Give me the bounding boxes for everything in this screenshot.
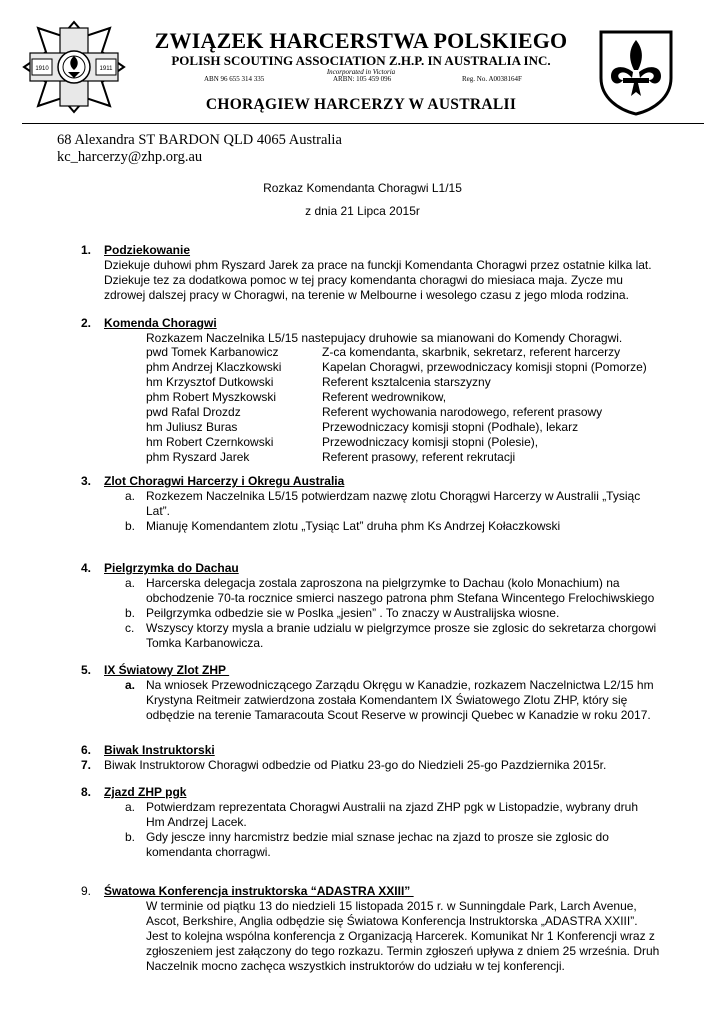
header-divider bbox=[22, 123, 704, 124]
org-name: ZWIĄZEK HARCERSTWA POLSKIEGO bbox=[154, 28, 568, 53]
logo-year-left: 1910 bbox=[35, 66, 49, 72]
member-name: phm Andrzej Klaczkowski bbox=[146, 360, 282, 374]
paragraph-line: Wszyscy ktorzy mysla a branie udzialu w pielgrzymce prosze sie zglosic do sekretarza chorgowi bbox=[146, 621, 657, 635]
paragraph-line: obchodzenie 70-ta rocznice smierci naszego patrona phm Stefana Wincentego Frelochiwskiego bbox=[146, 591, 655, 605]
section-number: 4. bbox=[81, 561, 92, 575]
section-heading: Zlot Choragwi Harcerzy i Okregu Australia bbox=[104, 474, 345, 488]
member-role: Kapelan Choragwi, przewodniczacy komisji stopni (Pomorze) bbox=[322, 360, 647, 374]
item-letter: b. bbox=[125, 606, 136, 620]
section-number: 9. bbox=[81, 884, 92, 898]
org-name-english: POLISH SCOUTING ASSOCIATION Z.H.P. IN AUSTRALIA INC. bbox=[171, 53, 551, 68]
section-heading: Biwak Instruktorski bbox=[104, 743, 215, 757]
paragraph-line: Harcerska delegacja zostala zaproszona na pielgrzymke to Dachau (kolo Monachium) na bbox=[146, 576, 620, 590]
item-letter: b. bbox=[125, 519, 136, 533]
section-number: 3. bbox=[81, 474, 92, 488]
member-name: hm Juliusz Buras bbox=[146, 420, 238, 434]
paragraph-line: odbędzie na terenie Tamaracouta Scout Reserve w prowincji Quebec w Kanadzie w roku 2017. bbox=[146, 708, 651, 722]
member-role: Referent prasowy, referent rekrutacji bbox=[322, 450, 516, 464]
document-title: Rozkaz Komendanta Choragwi L1/15 bbox=[263, 181, 462, 195]
section-heading: Podziekowanie bbox=[104, 243, 191, 257]
paragraph-line: Tomka Karbanowicza. bbox=[146, 636, 264, 650]
section-number: 8. bbox=[81, 785, 92, 799]
member-name: phm Ryszard Jarek bbox=[146, 450, 250, 464]
paragraph-line: komendanta chorragwi. bbox=[146, 845, 271, 859]
member-name: hm Robert Czernkowski bbox=[146, 435, 274, 449]
paragraph-line: Rozkezem Naczelnika L5/15 potwierdzam nazwę zlotu Chorągwi Harcerzy w Australii „Tysiąc bbox=[146, 489, 641, 503]
address-email: kc_harcerzy@zhp.org.au bbox=[57, 149, 203, 165]
paragraph-line: W terminie od piątku 13 do niedzieli 15 listopada 2015 r. w Sunningdale Park, Larch Avenue, bbox=[146, 899, 637, 913]
member-role: Przewodniczacy komisji stopni (Polesie), bbox=[322, 435, 539, 449]
section-heading: Zjazd ZHP pgk bbox=[104, 785, 187, 799]
section-heading: Śwatowa Konferencja instruktorska “ADASTRA XXIII” bbox=[104, 884, 414, 898]
paragraph-line: Ascot, Berkshire, Anglia odbędzie się Światowa Konferencja Instruktorska „ADASTRA XXIII”. bbox=[146, 914, 638, 928]
item-letter: c. bbox=[125, 621, 135, 635]
section-number: 7. bbox=[81, 758, 92, 772]
paragraph-line: Mianuję Komendantem zlotu „Tysiąc Lat” druha phm Ks Andrzej Kołaczkowski bbox=[146, 519, 561, 533]
document-date: z dnia 21 Lipca 2015r bbox=[305, 204, 420, 218]
paragraph-line: zdrowej dalszej pracy w Choragwi, na terenie w Melbourne i wesolego czasu z jego mloda rodzina. bbox=[104, 288, 629, 302]
member-name: phm Robert Myszkowski bbox=[146, 390, 277, 404]
section-heading: IX Światowy Zlot ZHP bbox=[104, 663, 230, 677]
scout-cross-logo bbox=[22, 20, 126, 114]
incorporated-note: Incorporated in Victoria bbox=[326, 68, 396, 76]
banner-title: CHORĄGIEW HARCERZY W AUSTRALII bbox=[205, 96, 517, 113]
abn-number: ABN 96 655 314 335 bbox=[204, 75, 265, 83]
paragraph-line: Lat”. bbox=[146, 504, 171, 518]
paragraph-line: Potwierdzam reprezentata Choragwi Australii na zjazd ZHP pgk w Listopadzie, wybrany druh bbox=[146, 800, 639, 814]
member-role: Przewodniczacy komisji stopni (Podhale), lekarz bbox=[322, 420, 579, 434]
member-name: hm Krzysztof Dutkowski bbox=[146, 375, 274, 389]
arbn-number: ARBN: 105 459 096 bbox=[333, 75, 392, 83]
section-number: 2. bbox=[81, 316, 92, 330]
paragraph-line: Naczelnik mocno zachęca wszystkich instruktorów do udziału w tej konferencji. bbox=[146, 959, 565, 973]
item-letter: a. bbox=[125, 678, 136, 692]
member-name: pwd Rafal Drozdz bbox=[146, 405, 241, 419]
member-name: pwd Tomek Karbanowicz bbox=[146, 345, 279, 359]
section-heading: Komenda Choragwi bbox=[104, 316, 217, 330]
item-letter: a. bbox=[125, 576, 136, 590]
member-role: Referent wychowania narodowego, referent prasowy bbox=[322, 405, 603, 419]
paragraph-line: zgłoszeniem jest załączony do tego rozkazu. Termin zgłoszeń upływa z dniem 25 września. Druh bbox=[146, 944, 660, 958]
paragraph-line: Jest to kolejna wspólna konferencja z Organizacją Harcerek. Komunikat Nr 1 Konferencji wraz z bbox=[146, 929, 655, 943]
item-letter: a. bbox=[125, 800, 136, 814]
item-letter: a. bbox=[125, 489, 136, 503]
paragraph-line: Hm Andrzej Lacek. bbox=[146, 815, 247, 829]
section-heading: Pielgrzymka do Dachau bbox=[104, 561, 239, 575]
registration-number: Reg. No. A0038164F bbox=[462, 75, 522, 83]
section-number: 5. bbox=[81, 663, 92, 677]
address-street: 68 Alexandra ST BARDON QLD 4065 Australia bbox=[57, 132, 342, 148]
member-role: Referent ksztalcenia starszyzny bbox=[322, 375, 491, 389]
section-number: 6. bbox=[81, 743, 92, 757]
section-number: 1. bbox=[81, 243, 92, 257]
paragraph-line: Na wniosek Przewodniczącego Zarządu Okręgu w Kanadzie, rozkazem Naczelnictwa L2/15 hm bbox=[146, 678, 654, 692]
paragraph-line: Rozkazem Naczelnika L5/15 nastepujacy druhowie sa mianowani do Komendy Choragwi. bbox=[146, 331, 623, 345]
fleur-de-lis-shield-logo bbox=[595, 26, 677, 116]
logo-year-right: 1911 bbox=[99, 66, 113, 72]
paragraph-line: Krystyna Reitmeir zatwierdzona została Komendantem IX Światowego Zlotu ZHP, który się bbox=[146, 693, 628, 707]
member-role: Z-ca komendanta, skarbnik, sekretarz, referent harcerzy bbox=[322, 345, 621, 359]
member-role: Referent wedrownikow, bbox=[322, 390, 447, 404]
paragraph-line: Biwak Instruktorow Choragwi odbedzie od Piatku 23-go do Niedzieli 25-go Pazdziernika 2015r. bbox=[104, 758, 607, 772]
paragraph-line: Gdy jescze inny harcmistrz bedzie mial sznase jechac na zjazd to prosze sie zglosic do bbox=[146, 830, 609, 844]
paragraph-line: Dziekuje duhowi phm Ryszard Jarek za prace na funckji Komendanta Choragwi przez ostatnie kilka lat. bbox=[104, 258, 652, 272]
paragraph-line: Peilgrzymka odbedzie sie w Poslka „jesien” . To znaczy w Australijska wiosne. bbox=[146, 606, 560, 620]
paragraph-line: Dziekuje tez za dodatkowa pomoc w tej pracy komendanta choragwi do miesiaca maja. Zycze mu bbox=[104, 273, 623, 287]
item-letter: b. bbox=[125, 830, 136, 844]
